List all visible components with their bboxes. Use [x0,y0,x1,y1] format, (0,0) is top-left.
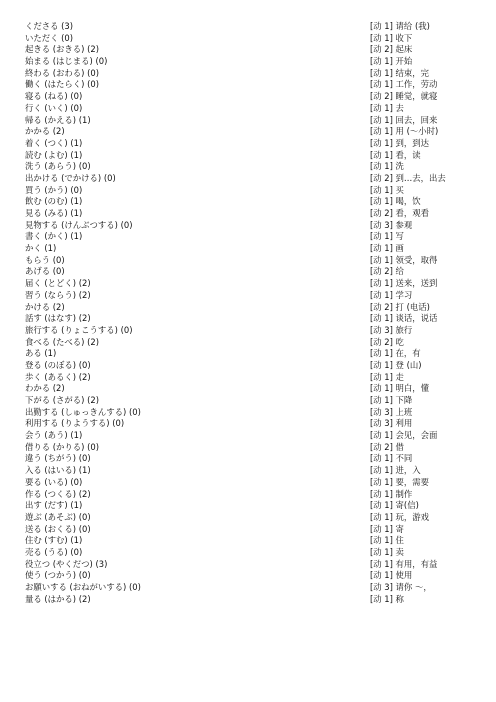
list-item [0,559,496,571]
japanese-word: わかる (2) [25,383,65,394]
list-item [0,196,496,208]
japanese-word: 見る (みる) (1) [25,208,83,218]
list-item [0,453,496,465]
japanese-word: かける (2) [25,301,65,312]
japanese-word: 話す (はなす) (2) [25,313,91,324]
chinese-meaning: [动 2] 借 [370,441,404,452]
chinese-meaning: [动 1] 看，读 [370,149,421,160]
japanese-word: 歩く (あるく) (2) [25,371,91,382]
japanese-word: もらう (0) [25,254,65,265]
japanese-word: 働く (はたらく) (0) [25,79,99,90]
chinese-meaning: [动 1] 使用 [370,570,413,581]
japanese-word: 起きる (おきる) (2) [25,44,99,55]
japanese-word: 旅行する (りょこうする) (0) [25,324,133,335]
list-item [0,79,496,91]
chinese-meaning: [动 1] 谈话，说话 [370,313,438,324]
list-item [0,302,496,314]
chinese-meaning: [动 1] 寄(信) [370,500,419,511]
list-item [0,173,496,185]
japanese-word: 借りる (かりる) (0) [25,441,99,452]
vocabulary-list [0,21,496,605]
list-item [0,489,496,501]
japanese-word: 出勤する (しゅっきんする) (0) [25,406,141,417]
chinese-meaning: [动 1] 写 [370,231,404,242]
chinese-meaning: [动 1] 要，需要 [370,476,430,487]
list-item [0,465,496,477]
chinese-meaning: [动 2] 看，观看 [370,208,430,218]
list-item [0,313,496,325]
list-item [0,442,496,454]
list-item [0,161,496,173]
japanese-word: 会う (あう) (1) [25,430,83,441]
chinese-meaning: [动 1] 买 [370,184,404,195]
chinese-meaning: [动 1] 不同 [370,453,413,464]
chinese-meaning: [动 1] 称 [370,593,404,604]
chinese-meaning: [动 2] 到…去，出去 [370,172,446,183]
chinese-meaning: [动 2] 给 [370,266,404,277]
chinese-meaning: [动 1] 领受，取得 [370,254,438,265]
japanese-word: 寝る (ねる) (0) [25,91,83,102]
japanese-word: 終わる (おわる) (0) [25,67,99,78]
japanese-word: くださる (3) [25,21,74,31]
japanese-word: あげる (0) [25,266,65,277]
japanese-word: 要る (いる) (0) [25,476,83,487]
chinese-meaning: [动 1] 玩，游戏 [370,511,430,522]
list-item [0,91,496,103]
chinese-meaning: [动 3] 利用 [370,418,413,429]
list-item [0,126,496,138]
chinese-meaning: [动 2] 起床 [370,44,413,55]
japanese-word: 登る (のぼる) (0) [25,359,91,370]
list-item [0,325,496,337]
chinese-meaning: [动 1] 进，入 [370,465,421,476]
chinese-meaning: [动 1] 画 [370,243,404,254]
chinese-meaning: [动 1] 收下 [370,32,413,43]
list-item [0,68,496,80]
japanese-word: 着く (つく) (1) [25,137,83,148]
list-item [0,44,496,56]
chinese-meaning: [动 1] 结束，完 [370,67,430,78]
chinese-meaning: [动 1] 开始 [370,56,413,67]
chinese-meaning: [动 1] 送来，送到 [370,278,438,289]
list-item [0,524,496,536]
list-item [0,290,496,302]
japanese-word: 行く (いく) (0) [25,102,83,113]
japanese-word: 届く (とどく) (2) [25,278,91,289]
japanese-word: 洗う (あらう) (0) [25,161,91,172]
list-item [0,21,496,33]
chinese-meaning: [动 1] 卖 [370,546,404,557]
japanese-word: 入る (はいる) (1) [25,465,91,476]
list-item [0,570,496,582]
list-item [0,500,496,512]
chinese-meaning: [动 1] 到，到达 [370,137,430,148]
japanese-word: 作る (つくる) (2) [25,488,91,499]
list-item [0,33,496,45]
list-item [0,477,496,489]
list-item [0,512,496,524]
japanese-word: 見物する (けんぶつする) (0) [25,219,133,230]
chinese-meaning: [动 2] 打 (电话) [370,301,430,312]
chinese-meaning: [动 1] 洗 [370,161,404,172]
list-item [0,360,496,372]
list-item [0,220,496,232]
list-item [0,372,496,384]
chinese-meaning: [动 2] 睡觉，就寝 [370,91,438,102]
japanese-word: 違う (ちがう) (0) [25,453,91,464]
list-item [0,103,496,115]
japanese-word: 読む (よむ) (1) [25,149,83,160]
japanese-word: 利用する (りようする) (0) [25,418,125,429]
japanese-word: 住む (すむ) (1) [25,535,83,546]
list-item [0,278,496,290]
japanese-word: 買う (かう) (0) [25,184,83,195]
chinese-meaning: [动 1] 用 (～小时) [370,126,439,137]
chinese-meaning: [动 1] 住 [370,535,404,546]
japanese-word: 出かける (でかける) (0) [25,172,116,183]
list-item [0,407,496,419]
list-item [0,185,496,197]
list-item [0,582,496,594]
list-item [0,535,496,547]
list-item [0,138,496,150]
list-item [0,243,496,255]
chinese-meaning: [动 1] 请给 (我) [370,21,430,31]
japanese-word: 役立つ (やくだつ) (3) [25,558,108,569]
list-item [0,337,496,349]
japanese-word: 送る (おくる) (0) [25,523,91,534]
list-item [0,266,496,278]
japanese-word: 売る (うる) (0) [25,546,83,557]
japanese-word: 始まる (はじまる) (0) [25,56,108,67]
japanese-word: 帰る (かえる) (1) [25,114,91,125]
chinese-meaning: [动 1] 去 [370,102,404,113]
chinese-meaning: [动 1] 制作 [370,488,413,499]
chinese-meaning: [动 1] 寄 [370,523,404,534]
chinese-meaning: [动 2] 吃 [370,336,404,347]
japanese-word: ある (1) [25,348,57,359]
japanese-word: かかる (2) [25,126,65,137]
list-item [0,115,496,127]
chinese-meaning: [动 3] 参观 [370,219,413,230]
chinese-meaning: [动 3] 旅行 [370,324,413,335]
list-item [0,547,496,559]
japanese-word: 書く (かく) (1) [25,231,83,242]
list-item [0,395,496,407]
chinese-meaning: [动 1] 工作，劳动 [370,79,438,90]
list-item [0,418,496,430]
chinese-meaning: [动 1] 回去，回来 [370,114,438,125]
list-item [0,594,496,606]
chinese-meaning: [动 1] 登 (山) [370,359,422,370]
japanese-word: 飲む (のむ) (1) [25,196,83,207]
chinese-meaning: [动 3] 请你 ～， [370,582,432,592]
chinese-meaning: [动 1] 喝，饮 [370,196,421,207]
japanese-word: 下がる (さがる) (2) [25,395,99,405]
japanese-word: 量る (はかる) (2) [25,593,91,604]
japanese-word: 習う (ならう) (2) [25,289,91,300]
list-item [0,150,496,162]
list-item [0,383,496,395]
japanese-word: お願いする (おねがいする) (0) [25,582,141,592]
chinese-meaning: [动 1] 下降 [370,395,413,405]
chinese-meaning: [动 3] 上班 [370,406,413,417]
chinese-meaning: [动 1] 学习 [370,289,413,300]
japanese-word: いただく (0) [25,32,74,43]
chinese-meaning: [动 1] 会见，会面 [370,430,438,441]
list-item [0,208,496,220]
chinese-meaning: [动 1] 在，有 [370,348,421,359]
list-item [0,255,496,267]
list-item [0,56,496,68]
japanese-word: 使う (つかう) (0) [25,570,91,581]
chinese-meaning: [动 1] 有用，有益 [370,558,438,569]
list-item [0,430,496,442]
japanese-word: 食べる (たべる) (2) [25,336,99,347]
chinese-meaning: [动 1] 明白，懂 [370,383,430,394]
japanese-word: 出す (だす) (1) [25,500,83,511]
chinese-meaning: [动 1] 走 [370,371,404,382]
japanese-word: 遊ぶ (あそぶ) (0) [25,511,91,522]
list-item [0,231,496,243]
list-item [0,348,496,360]
japanese-word: かく (1) [25,243,57,254]
